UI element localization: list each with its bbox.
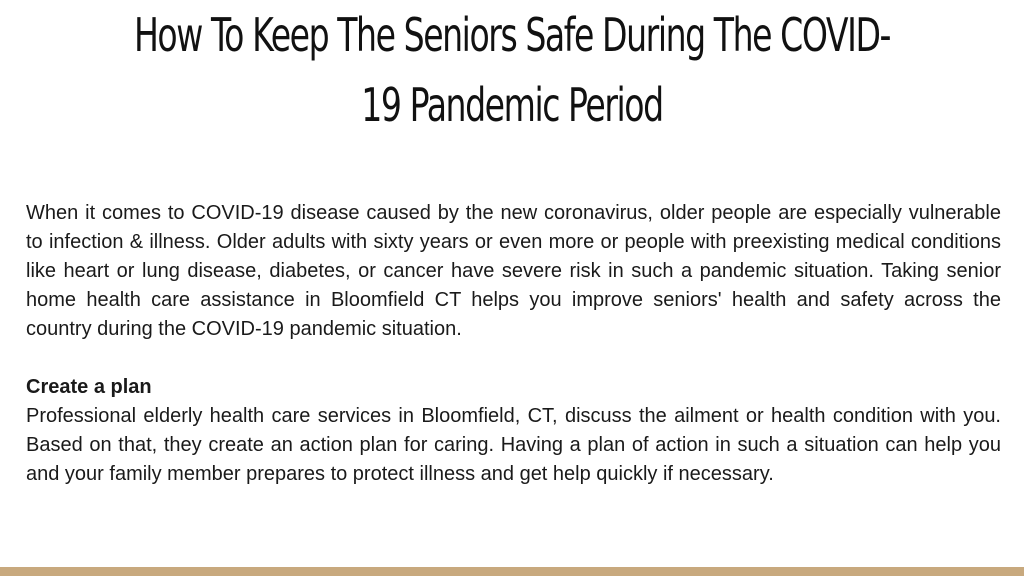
page-title-line-1: How To Keep The Seniors Safe During The COVID- xyxy=(133,8,891,62)
bottom-accent-bar xyxy=(0,567,1024,576)
intro-paragraph: When it comes to COVID-19 disease caused by the new coronavirus, older people are especially vulnerable to infection & illness. Older adults with sixty years or even more or people with preexisting medical conditions like heart or lung disease, diabetes, or cancer have severe risk in such a pandemic situation. Taking senior home health care assistance in Bloomfield CT helps you improve seniors' health and safety across the country during the COVID-19 pandemic situation. xyxy=(26,202,1001,340)
paragraph-spacer xyxy=(26,344,1001,373)
page-title xyxy=(40,0,983,140)
body-content xyxy=(26,199,1001,489)
section-paragraph: Professional elderly health care services in Bloomfield, CT, discuss the ailment or health condition with you. Based on that, they create an action plan for caring. Having a plan of action in such a situation can help you and your family member prepares to protect illness and get help quickly if necessary. xyxy=(26,405,1001,485)
page-title-line-2: 19 Pandemic Period xyxy=(361,78,663,132)
section-heading: Create a plan xyxy=(26,376,152,398)
